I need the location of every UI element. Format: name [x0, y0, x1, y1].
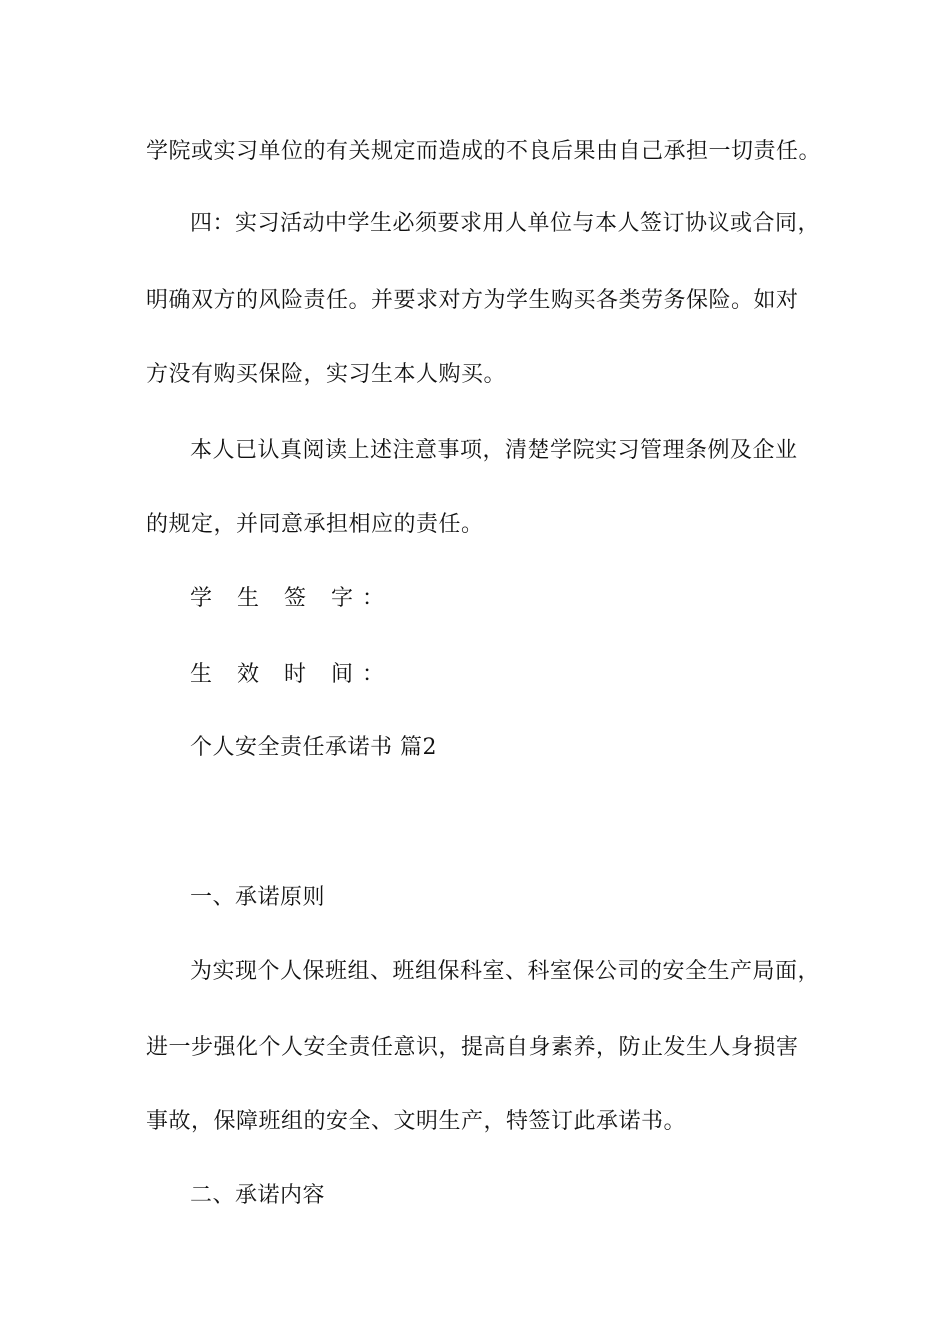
- paragraph-line: 进一步强化个人安全责任意识，提高自身素养，防止发生人身损害: [146, 1035, 799, 1060]
- effective-date-label: 生 效 时 间：: [190, 662, 393, 687]
- paragraph-line: 事故，保障班组的安全、文明生产，特签订此承诺书。: [146, 1109, 687, 1134]
- section-title: 个人安全责任承诺书 篇2: [190, 735, 437, 760]
- paragraph-line: 为实现个人保班组、班组保科室、科室保公司的安全生产局面，: [190, 959, 821, 984]
- signature-label: 学 生 签 字：: [190, 586, 393, 611]
- section-heading: 一、承诺原则: [190, 885, 326, 910]
- paragraph-line: 学院或实习单位的有关规定而造成的不良后果由自己承担一切责任。: [146, 139, 822, 164]
- paragraph-line: 四：实习活动中学生必须要求用人单位与本人签订协议或合同，: [190, 211, 821, 236]
- paragraph-line: 本人已认真阅读上述注意事项，清楚学院实习管理条例及企业: [190, 438, 798, 463]
- section-heading: 二、承诺内容: [190, 1183, 326, 1208]
- paragraph-line: 方没有购买保险，实习生本人购买。: [146, 362, 507, 387]
- paragraph-line: 的规定，并同意承担相应的责任。: [146, 512, 484, 537]
- paragraph-line: 明确双方的风险责任。并要求对方为学生购买各类劳务保险。如对: [146, 288, 799, 313]
